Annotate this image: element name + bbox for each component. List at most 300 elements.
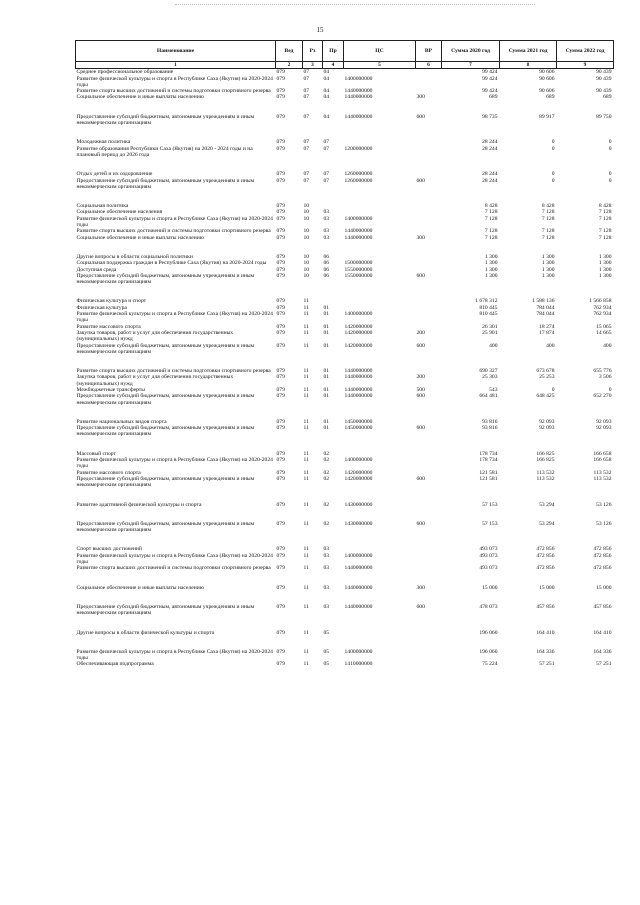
row-sum-2022: 3 506 (598, 374, 612, 381)
spacer-row (76, 126, 614, 139)
spacer-cell (76, 533, 614, 546)
row-name: Обеспечивающая подпрограмма (76, 661, 154, 668)
table-row (76, 649, 614, 662)
row-sum-2021: 1 588 136 (532, 298, 555, 305)
row-rz: 11 (303, 374, 309, 381)
row-cs: 1400000000 (344, 648, 373, 655)
spacer-cell (76, 591, 614, 604)
row-cs: 1420000000 (344, 342, 373, 349)
spacer-cell (76, 158, 614, 171)
row-vr (416, 661, 442, 667)
row-rz: 07 (303, 75, 310, 82)
col-header-sum-2020: Сумма 2020 год (442, 41, 500, 62)
row-sum-2020: 493 073 (479, 552, 498, 559)
row-sum-2020: 810 445 (479, 311, 498, 318)
row-name: Развитие массового спорта (76, 323, 141, 330)
row-sum-2022: 472 856 (593, 546, 612, 553)
row-sum-2021: 17 874 (539, 329, 555, 336)
row-ved: 079 (276, 425, 285, 432)
row-pr: 03 (323, 228, 330, 235)
row-ved: 079 (276, 113, 285, 120)
row-pr: 01 (323, 304, 330, 311)
row-sum-2022: 7 128 (598, 234, 612, 241)
row-pr: 01 (323, 418, 330, 425)
row-sum-2020: 28 244 (482, 171, 498, 178)
row-rz: 11 (303, 584, 309, 591)
col-header-rz: Рз (303, 41, 323, 62)
row-cs: 1440000000 (344, 113, 373, 120)
row-sum-2022: 166 658 (593, 457, 612, 464)
row-cs: 1440000000 (344, 234, 373, 241)
row-rz: 11 (303, 475, 309, 482)
row-cs: 1440000000 (344, 368, 373, 375)
table-row (76, 76, 614, 89)
row-sum-2020: 99 424 (482, 75, 498, 82)
row-ved: 079 (276, 88, 285, 95)
row-sum-2020: 26 301 (482, 323, 498, 330)
row-vr (416, 146, 442, 159)
row-pr: 03 (323, 552, 330, 559)
row-vr: 300 (416, 234, 425, 241)
row-vr (416, 649, 442, 662)
row-cs: 1420000000 (344, 323, 373, 330)
spacer-cell (76, 285, 614, 298)
row-vr (416, 553, 442, 566)
row-name: Развитие физической культуры и спорта в Республике Саха (Якутия) на 2020-2024 годы (76, 457, 273, 470)
row-name: Развитие физической культуры и спорта в Республике Саха (Якутия) на 2020-2024 годы (76, 311, 273, 324)
row-sum-2021: 784 044 (536, 304, 555, 311)
row-sum-2021: 689 (546, 94, 555, 101)
row-cs: 1440000000 (344, 584, 373, 591)
row-sum-2022: 655 776 (593, 368, 612, 375)
page-number: 15 (316, 26, 324, 34)
row-sum-2020: 121 581 (479, 475, 498, 482)
row-sum-2022: 90 439 (596, 75, 612, 82)
row-sum-2022: 7 128 (598, 209, 612, 216)
row-rz: 11 (303, 457, 309, 464)
row-name: Социальное обеспечение и иные выплаты населению (76, 94, 204, 101)
col-header-pr: Пр (323, 41, 344, 62)
row-rz: 10 (303, 253, 310, 260)
row-pr: 06 (323, 253, 330, 260)
row-cs: 1400000000 (344, 311, 373, 318)
row-pr: 02 (323, 457, 330, 464)
row-name: Предоставление субсидий бюджетным, автономным учреждениям и иным некоммерческим организациям (76, 113, 255, 127)
row-name: Развитие физической культуры и спорта в Республике Саха (Якутия) на 2020-2024 годы (76, 648, 273, 662)
table-row (76, 311, 614, 324)
row-name: Доступная среда (76, 266, 117, 273)
row-vr: 300 (416, 94, 425, 101)
row-sum-2020: 1 300 (484, 272, 498, 279)
row-sum-2020: 98 735 (482, 113, 498, 120)
row-name: Предоставление субсидий бюджетным, автономным учреждениям и иным некоммерческим организациям (76, 272, 255, 286)
spacer-row (76, 533, 614, 546)
row-name: Социальная поддержка граждан в Республике Саха (Якутия) на 2020-2024 годы (76, 260, 267, 267)
row-sum-2020: 15 000 (482, 584, 498, 591)
row-sum-2022: 15 065 (596, 323, 612, 330)
row-name: Отдых детей и их оздоровление (76, 171, 153, 178)
row-ved: 079 (276, 565, 285, 572)
row-name: Среднее профессиональное образование (76, 69, 174, 76)
row-vr: 600 (416, 113, 425, 120)
row-name: Развитие физической культуры и спорта в Республике Саха (Якутия) на 2020-2024 годы (76, 215, 273, 229)
row-pr: 01 (323, 311, 330, 318)
row-vr (416, 311, 442, 324)
row-pr: 02 (323, 520, 330, 527)
row-rz: 07 (303, 113, 310, 120)
row-cs: 1400000000 (344, 457, 373, 464)
row-vr: 200 (416, 329, 425, 336)
row-pr: 03 (323, 565, 330, 572)
row-sum-2022: 0 (608, 386, 612, 393)
row-cs: 1440000000 (344, 603, 373, 610)
row-pr: 01 (323, 425, 330, 432)
table-row (76, 343, 614, 356)
row-rz: 11 (303, 520, 309, 527)
row-sum-2021: 7 128 (541, 228, 555, 235)
row-name: Предоставление субсидий бюджетным, автономным учреждениям и иным некоммерческим организациям (76, 177, 255, 190)
row-ved: 079 (276, 266, 285, 273)
row-ved: 079 (276, 253, 285, 260)
row-pr: 01 (323, 342, 330, 349)
row-rz: 10 (303, 215, 310, 222)
row-pr: 02 (323, 501, 330, 508)
row-rz: 07 (303, 177, 310, 184)
row-sum-2021: 472 856 (536, 565, 555, 572)
row-cs: 1420000000 (344, 329, 373, 336)
row-sum-2022: 1 566 858 (589, 298, 612, 305)
budget-table (75, 40, 614, 668)
row-name: Предоставление субсидий бюджетным, автономным учреждениям и иным некоммерческим организациям (76, 342, 255, 355)
spacer-cell (76, 572, 614, 585)
row-pr: 04 (323, 69, 330, 76)
row-sum-2020: 1 300 (484, 253, 498, 260)
col-number: 3 (303, 62, 323, 69)
table-row (76, 273, 614, 286)
row-vr (416, 76, 442, 89)
row-sum-2021: 90 606 (539, 88, 555, 95)
row-sum-2022: 164 410 (593, 629, 612, 636)
row-pr: 01 (323, 368, 330, 375)
row-name: Закупка товаров, работ и услуг для обеспечения государственных (муниципальных) нужд (76, 374, 234, 387)
row-sum-2021: 166 825 (536, 457, 555, 464)
row-pr: 04 (323, 113, 330, 120)
row-sum-2021: 113 532 (536, 469, 555, 476)
row-vr: 600 (416, 520, 425, 527)
row-sum-2022: 1 300 (598, 253, 612, 260)
row-sum-2022: 0 (608, 177, 612, 184)
row-sum-2021: 90 606 (539, 75, 555, 82)
row-rz: 07 (303, 139, 310, 146)
page-top-edge (175, 4, 535, 6)
row-ved: 079 (276, 520, 285, 527)
row-vr: 600 (416, 425, 425, 432)
row-pr: 07 (323, 171, 330, 178)
spacer-row (76, 190, 614, 203)
row-sum-2022: 457 856 (593, 603, 612, 610)
spacer-cell (76, 190, 614, 203)
spacer-cell (76, 241, 614, 254)
row-cs: 1440000000 (344, 374, 373, 381)
row-name: Развитие спорта высших достижений и системы подготовки спортивного резерва (76, 368, 271, 375)
row-ved: 079 (276, 260, 285, 267)
row-ved: 079 (276, 457, 285, 464)
row-sum-2021: 0 (551, 171, 555, 178)
table-body (76, 69, 614, 668)
header-row (76, 41, 614, 62)
spacer-cell (76, 489, 614, 502)
row-rz: 11 (303, 629, 309, 636)
row-cs: 1440000000 (344, 386, 373, 393)
row-pr: 03 (323, 584, 330, 591)
col-number: 5 (344, 62, 416, 69)
row-rz: 11 (303, 603, 309, 610)
row-sum-2021: 0 (551, 386, 555, 393)
row-name: Массовый спорт (76, 450, 116, 457)
row-sum-2020: 400 (489, 342, 498, 349)
row-pr: 06 (323, 266, 330, 273)
table-row (76, 393, 614, 406)
row-ved: 079 (276, 648, 285, 655)
row-sum-2022: 1 300 (598, 260, 612, 267)
table-row (76, 146, 614, 159)
row-ved: 079 (276, 272, 285, 279)
row-sum-2020: 99 424 (482, 88, 498, 95)
row-cs: 1400000000 (344, 75, 373, 82)
row-rz: 11 (303, 565, 309, 572)
row-sum-2021: 18 274 (539, 323, 555, 330)
row-rz: 11 (303, 386, 309, 393)
row-vr: 600 (416, 342, 425, 349)
table-row (76, 216, 614, 229)
row-ved: 079 (276, 234, 285, 241)
row-sum-2022: 7 128 (598, 228, 612, 235)
row-sum-2022: 1 300 (598, 266, 612, 273)
row-ved: 079 (276, 342, 285, 349)
spacer-row (76, 241, 614, 254)
table-row (76, 178, 614, 191)
row-sum-2022: 762 934 (593, 304, 612, 311)
row-sum-2022: 166 658 (593, 450, 612, 457)
row-sum-2020: 57 153 (482, 501, 498, 508)
row-name: Предоставление субсидий бюджетным, автономным учреждениям и иным некоммерческим организациям (76, 603, 255, 617)
row-ved: 079 (276, 311, 285, 318)
row-sum-2021: 7 128 (541, 209, 555, 216)
row-sum-2020: 196 060 (479, 629, 498, 636)
row-sum-2020: 1 300 (484, 260, 498, 267)
row-pr: 01 (323, 329, 330, 336)
row-sum-2020: 690 327 (479, 368, 498, 375)
row-sum-2021: 0 (551, 177, 555, 184)
row-rz: 11 (303, 661, 309, 668)
row-vr: 600 (416, 475, 425, 482)
row-sum-2021: 0 (551, 139, 555, 146)
row-rz: 11 (303, 469, 309, 476)
row-ved: 079 (276, 450, 285, 457)
row-sum-2022: 652 270 (593, 393, 612, 400)
row-name: Развитие спорта высших достижений и системы подготовки спортивного резерва (76, 565, 271, 572)
row-rz: 10 (303, 228, 310, 235)
row-pr: 02 (323, 469, 330, 476)
row-sum-2021: 164 336 (536, 648, 555, 655)
spacer-cell (76, 438, 614, 451)
table-row (76, 425, 614, 438)
table-row (76, 457, 614, 470)
row-sum-2020: 810 445 (479, 304, 498, 311)
row-cs: 1400000000 (344, 552, 373, 559)
row-vr: 300 (416, 584, 425, 591)
row-pr: 01 (323, 393, 330, 400)
row-sum-2020: 7 128 (484, 234, 498, 241)
row-ved: 079 (276, 661, 285, 668)
row-rz: 10 (303, 260, 310, 267)
row-sum-2021: 1 300 (541, 266, 555, 273)
row-rz: 07 (303, 171, 310, 178)
row-cs: 1430000000 (344, 501, 373, 508)
row-sum-2021: 53 294 (539, 520, 555, 527)
row-name: Развитие национальных видов спорта (76, 418, 167, 425)
row-pr: 02 (323, 450, 330, 457)
row-pr: 03 (323, 603, 330, 610)
row-sum-2021: 7 128 (541, 234, 555, 241)
spacer-row (76, 636, 614, 649)
row-sum-2020: 28 244 (482, 177, 498, 184)
row-sum-2022: 1 300 (598, 272, 612, 279)
row-cs: 1440000000 (344, 94, 373, 101)
row-sum-2020: 543 (489, 386, 498, 393)
row-rz: 11 (303, 298, 309, 305)
row-cs: 1200000000 (344, 145, 373, 152)
row-rz: 11 (303, 450, 309, 457)
col-number: 7 (442, 62, 500, 69)
row-sum-2020: 7 128 (484, 215, 498, 222)
row-sum-2021: 1 300 (541, 253, 555, 260)
spacer-cell (76, 508, 614, 521)
row-sum-2020: 28 244 (482, 145, 498, 152)
col-number: 1 (76, 62, 276, 69)
spacer-row (76, 285, 614, 298)
row-ved: 079 (276, 629, 285, 636)
row-rz: 07 (303, 94, 310, 101)
row-sum-2020: 478 073 (479, 603, 498, 610)
row-sum-2022: 0 (608, 171, 612, 178)
row-vr (416, 216, 442, 229)
row-sum-2022: 15 000 (596, 584, 612, 591)
row-name: Развитие спорта высших достижений и системы подготовки спортивного резерва (76, 228, 271, 235)
row-ved: 079 (276, 69, 285, 76)
row-sum-2020: 121 581 (479, 469, 498, 476)
table-row (76, 69, 614, 76)
row-sum-2021: 164 410 (536, 629, 555, 636)
row-pr: 03 (323, 215, 330, 222)
row-sum-2020: 196 060 (479, 648, 498, 655)
row-sum-2021: 113 532 (536, 475, 555, 482)
row-sum-2021: 1 300 (541, 272, 555, 279)
col-header-cs: ЦС (344, 41, 416, 62)
table-row (76, 553, 614, 566)
row-rz: 11 (303, 393, 309, 400)
row-vr (416, 69, 442, 76)
row-sum-2021: 92 093 (539, 425, 555, 432)
row-sum-2022: 90 439 (596, 88, 612, 95)
row-rz: 11 (303, 546, 309, 553)
row-name: Другие вопросы в области физической культуры и спорта (76, 629, 215, 636)
row-pr: 07 (323, 139, 330, 146)
row-pr: 05 (323, 661, 330, 668)
row-ved: 079 (276, 368, 285, 375)
row-sum-2022: 7 128 (598, 215, 612, 222)
row-cs: 1440000000 (344, 88, 373, 95)
col-header-sum-2021: Сумма 2021 год (500, 41, 557, 62)
row-name: Предоставление субсидий бюджетным, автономным учреждениям и иным некоммерческим организациям (76, 393, 255, 406)
row-pr: 04 (323, 94, 330, 101)
row-sum-2022: 113 532 (593, 469, 612, 476)
row-cs: 1440000000 (344, 228, 373, 235)
spacer-row (76, 572, 614, 585)
row-sum-2020: 99 424 (482, 69, 498, 76)
row-ved: 079 (276, 215, 285, 222)
row-sum-2022: 90 439 (596, 69, 612, 76)
row-ved: 079 (276, 145, 285, 152)
row-rz: 10 (303, 209, 310, 216)
row-cs: 1410000000 (344, 661, 373, 668)
row-name: Развитие массового спорта (76, 469, 141, 476)
row-name: Спорт высших достижений (76, 546, 142, 553)
row-ved: 079 (276, 386, 285, 393)
row-sum-2020: 25 303 (482, 374, 498, 381)
row-rz: 07 (303, 69, 310, 76)
row-sum-2021: 57 251 (539, 661, 555, 668)
spacer-cell (76, 101, 614, 114)
row-cs: 1260000000 (344, 177, 373, 184)
table-row (76, 604, 614, 617)
spacer-cell (76, 355, 614, 368)
row-ved: 079 (276, 171, 285, 178)
row-pr: 05 (323, 648, 330, 655)
row-sum-2020: 689 (489, 94, 498, 101)
row-sum-2022: 164 336 (593, 648, 612, 655)
row-sum-2020: 25 901 (482, 329, 498, 336)
spacer-row (76, 438, 614, 451)
row-sum-2022: 689 (603, 94, 612, 101)
row-pr: 03 (323, 209, 330, 216)
row-name: Социальная политика (76, 203, 129, 210)
row-name: Развитие физической культуры и спорта в Республике Саха (Якутия) на 2020-2024 годы (76, 552, 273, 566)
row-name: Другие вопросы в области социальной политики (76, 253, 193, 260)
row-sum-2022: 92 093 (596, 425, 612, 432)
row-sum-2022: 762 934 (593, 311, 612, 318)
row-sum-2020: 493 073 (479, 565, 498, 572)
row-cs: 1260000000 (344, 171, 373, 178)
row-pr: 01 (323, 386, 330, 393)
row-name: Физическая культура и спорт (76, 298, 147, 305)
spacer-cell (76, 617, 614, 630)
row-rz: 11 (303, 425, 309, 432)
row-sum-2020: 7 128 (484, 209, 498, 216)
col-number: 2 (276, 62, 303, 69)
row-pr: 07 (323, 145, 330, 152)
row-sum-2021: 673 678 (536, 368, 555, 375)
col-number: 4 (323, 62, 344, 69)
col-number: 8 (500, 62, 557, 69)
row-sum-2020: 75 224 (482, 661, 498, 668)
row-pr: 06 (323, 260, 330, 267)
row-ved: 079 (276, 603, 285, 610)
row-rz: 07 (303, 88, 310, 95)
row-sum-2022: 53 126 (596, 501, 612, 508)
row-rz: 11 (303, 329, 309, 336)
row-sum-2021: 90 606 (539, 69, 555, 76)
